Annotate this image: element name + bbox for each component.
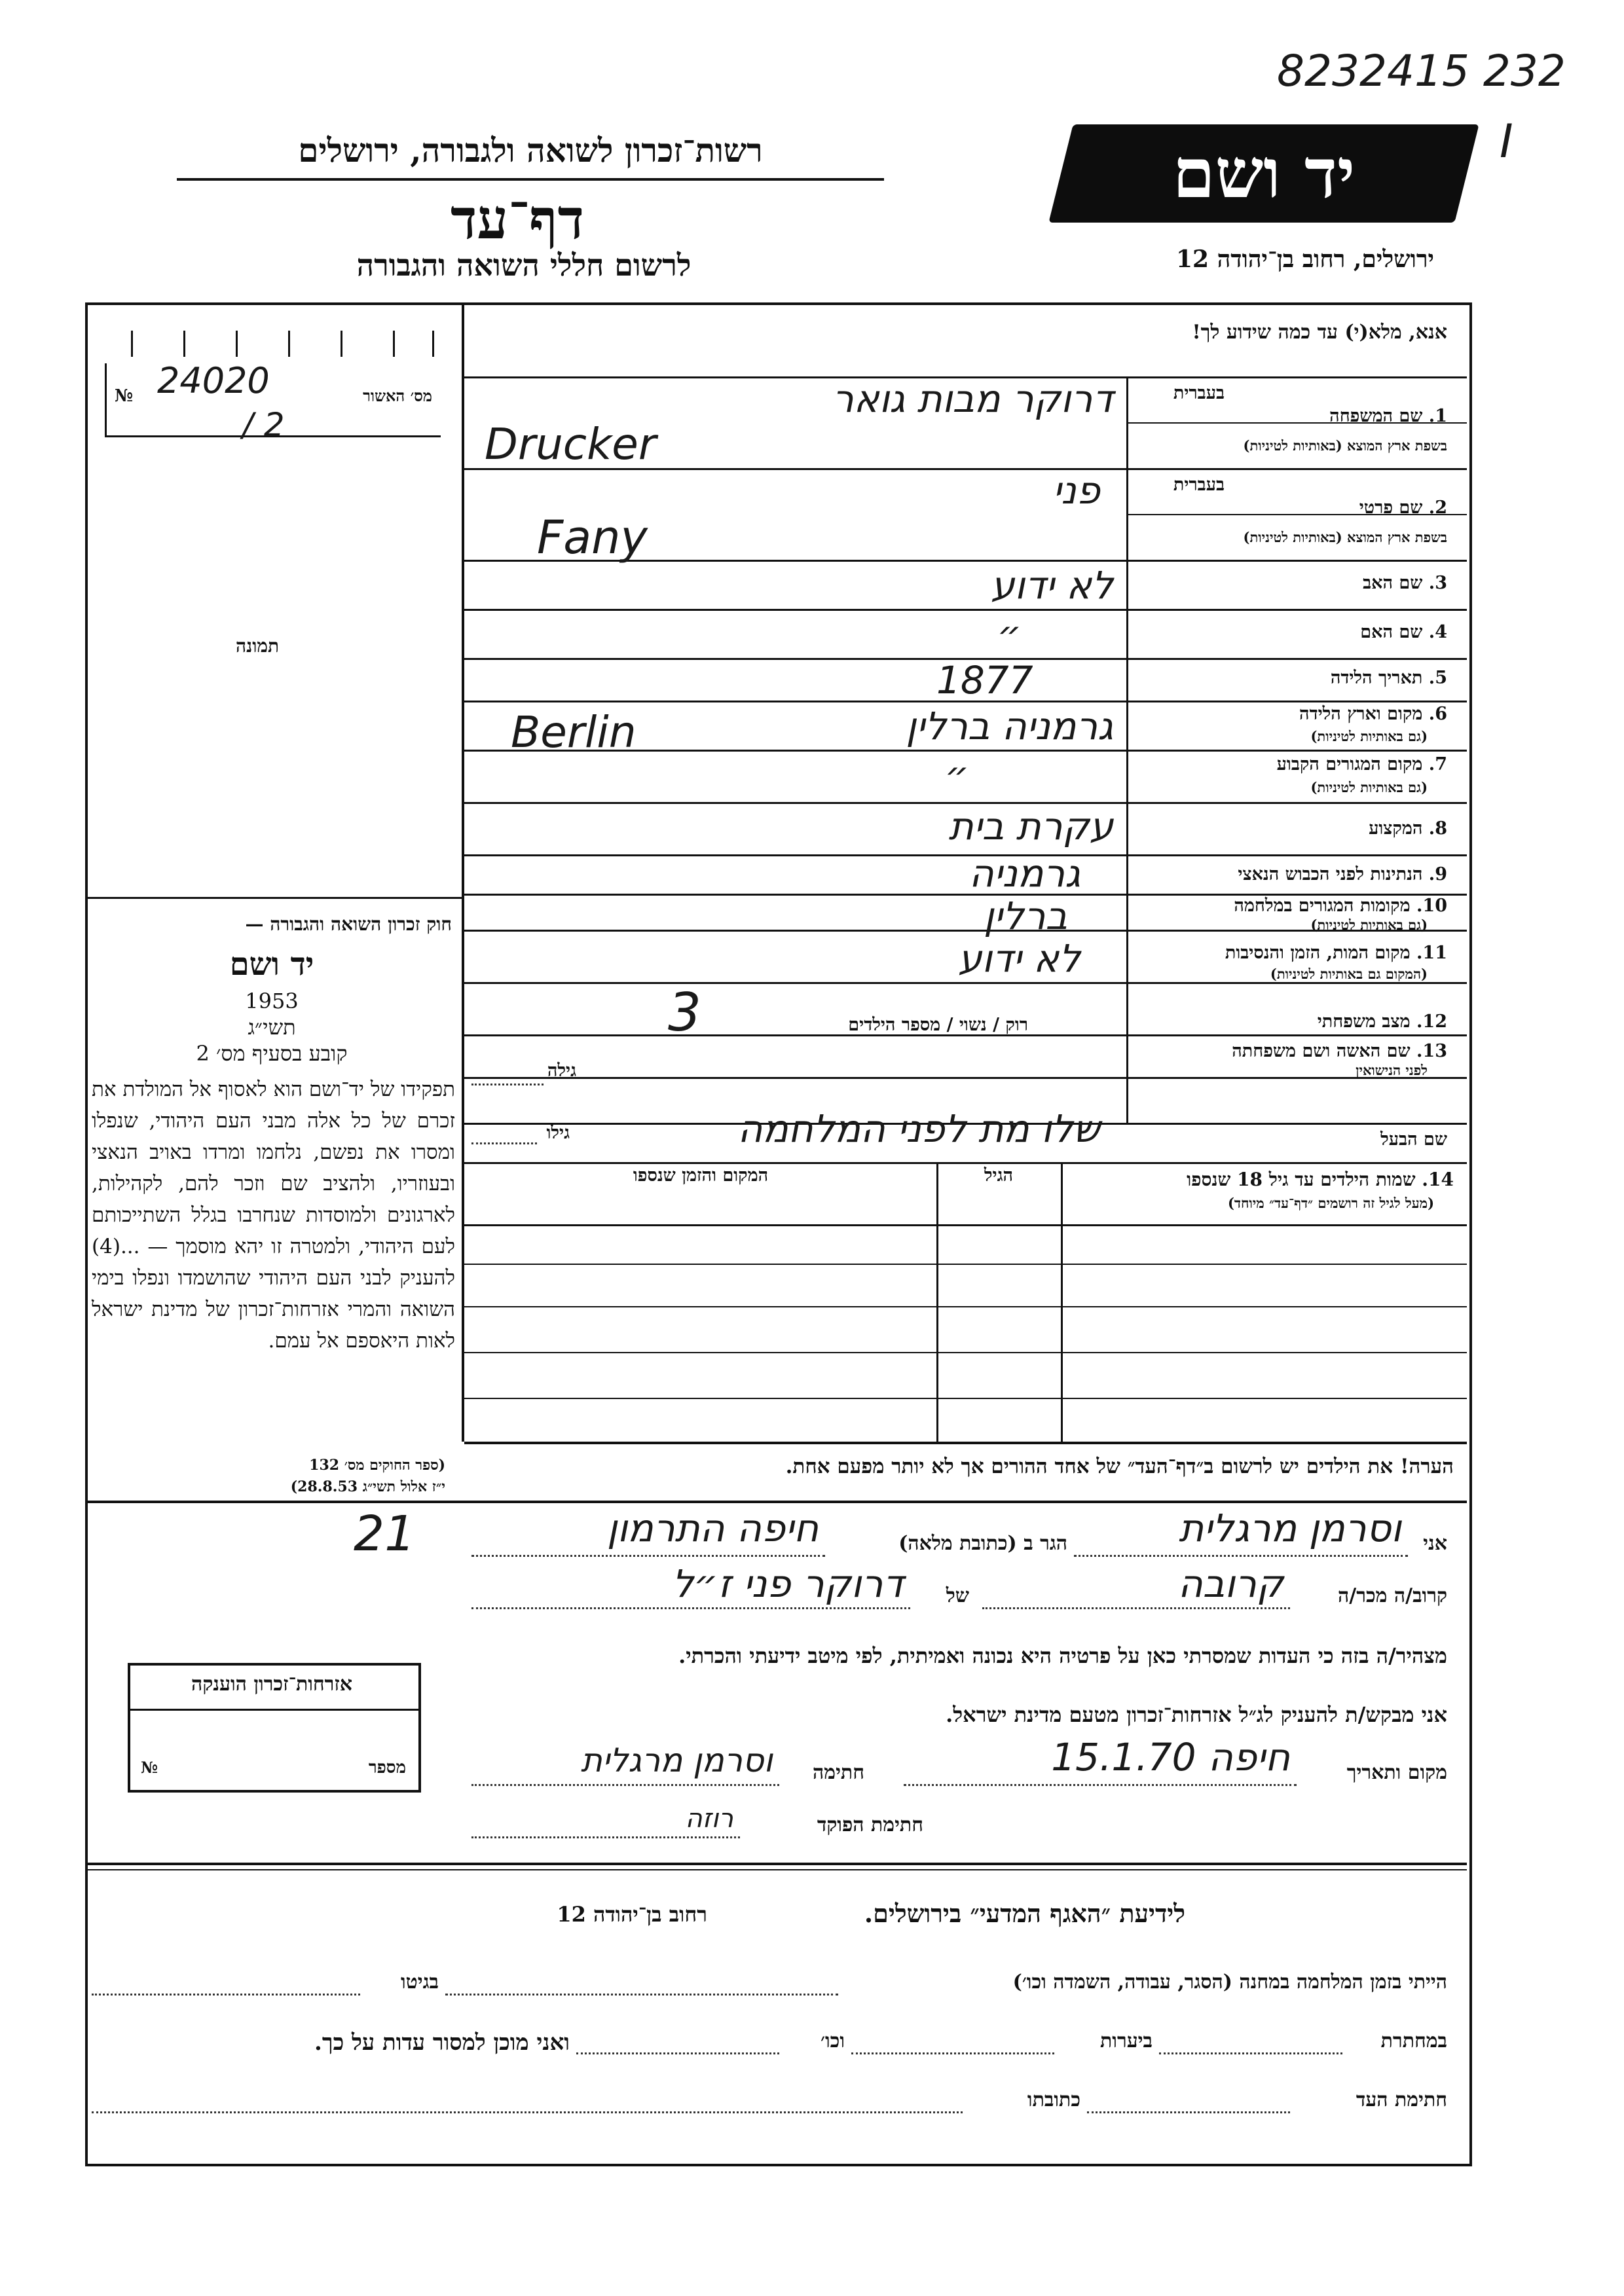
field-12-label: 12. מצב משפחתי <box>1317 1011 1447 1032</box>
footer-ghetto: בגיטו <box>400 1971 439 1994</box>
declarant-address[interactable]: חיפה התרמון <box>606 1506 819 1550</box>
footer-etc: וכו׳ <box>821 2030 845 2052</box>
field-2-side: בעברית <box>1173 475 1225 495</box>
children-col-place: המקום והזמן שנספו <box>633 1165 769 1186</box>
decl-request: אני מבקש/ת להעניק לג״ל אזרחות־זכרון מטעם מדינת ישראל. <box>946 1702 1447 1727</box>
occupation[interactable]: עקרת בית <box>948 804 1113 848</box>
declarant-name[interactable]: וסרמן מרגלית <box>1179 1506 1401 1550</box>
officer-label: חתימת הפוקד <box>817 1813 923 1836</box>
field-3-label: 3. שם האב <box>1363 573 1447 593</box>
law-section: קובע בסעיף מס׳ 2 <box>196 1041 348 1066</box>
form-subtitle: לרשום חללי השואה והגבורה <box>356 247 692 283</box>
authority-title: רשות־זכרון לשואה ולגבורה, ירושלים <box>298 131 763 170</box>
field-13-label: 13. שם האשה ושם משפחתה <box>1232 1041 1447 1061</box>
citizenship-title: אזרחות־זכרון הוענקה <box>191 1673 353 1696</box>
officer-signature[interactable]: רוזה <box>685 1804 733 1834</box>
field-11-label: 11. מקום המות, הזמן והנסיבות <box>1225 943 1447 963</box>
children-count[interactable]: 3 <box>668 982 701 1043</box>
of-label: של <box>946 1584 969 1607</box>
field-5-label: 5. תאריך הלידה <box>1330 668 1447 688</box>
husband-age-label: גילו <box>546 1123 570 1143</box>
place-date[interactable]: חיפה 15.1.70 <box>1051 1735 1290 1779</box>
children-label: 14. שמות הילדים עד גיל 18 שנספו <box>1187 1169 1454 1190</box>
field-1-sub: בשפת ארץ המוצא (באותיות לטיניות) <box>1243 437 1447 454</box>
footer-address: רחוב בן־יהודה 12 <box>557 1902 707 1927</box>
note: הערה! את הילדים יש לרשום ב״דף־העד״ של אחד ההורים אך לא יותר מפעם אחת. <box>785 1455 1454 1478</box>
header-address: ירושלים, רחוב בן־יהודה 12 <box>1175 246 1434 273</box>
field-11-sub: (המקום גם באותיות לטיניות) <box>1270 966 1428 982</box>
footer-line1: הייתי בזמן המלחמה במחנה (הסגר, עבודה, השמדה וכו׳) <box>1012 1971 1447 1994</box>
field-2-sub: בשפת ארץ המוצא (באותיות לטיניות) <box>1243 529 1447 545</box>
relation-label: קרוב/ה מכר/ה <box>1338 1584 1447 1607</box>
field-6-sub: (גם באותיות לטיניות) <box>1310 728 1428 744</box>
law-year: 1953 <box>245 989 299 1013</box>
registration-number: 24020 <box>157 360 270 401</box>
decl-resides: הגר ב (כתובת מלאה) <box>898 1532 1067 1555</box>
decl-statement: מצהיר/ה בזה כי העדות שמסרתי כאן על פרטיה היא נכונה ואמיתית, לפי מיטב ידיעתי והכרתי. <box>678 1643 1447 1668</box>
footer-ready: ואני מוכן למסור עדות על כך. <box>314 2030 570 2056</box>
field-1-label: 1. שם המשפחה <box>1329 406 1447 426</box>
law-year-heb: תשי״ג <box>248 1015 296 1040</box>
archive-roman: I <box>1500 115 1513 168</box>
signature[interactable]: וסרמן מרגלית <box>580 1741 773 1779</box>
husband-label: שם הבעל <box>1380 1129 1447 1150</box>
registration-label: מס׳ האשור <box>363 386 432 405</box>
logo-text: יד ושם <box>1172 133 1356 213</box>
footer-title: לידיעת ״האגף המדעי״ בירושלים. <box>864 1899 1185 1928</box>
footer-address-label: כתובתו <box>1027 2088 1080 2111</box>
relation[interactable]: קרובה <box>1177 1561 1283 1606</box>
birth-place-latin[interactable]: Berlin <box>511 707 637 757</box>
house-number[interactable]: 21 <box>354 1506 416 1562</box>
family-name-latin[interactable]: Drucker <box>485 419 657 469</box>
field-8-label: 8. המקצוע <box>1369 818 1447 839</box>
decl-prefix: אני <box>1423 1532 1447 1555</box>
field-1-side: בעברית <box>1173 383 1225 403</box>
place-date-label: מקום ותאריך <box>1346 1761 1447 1784</box>
mother-name[interactable]: ״ <box>997 612 1022 657</box>
field-13-sub: לפני הנישואין <box>1356 1062 1428 1078</box>
law-body: תפקידו של יד־ושם הוא לאסוף אל המולדת את זכרם של כל אלה מבני העם היהודי, שנפלו ומסרו את נפשם, נלחמו ומרדו באויב הנאצי ובעוזריו, ולהציב שם וזכר להם, לקהילות, לארגונים ולמוסדות שנחרבו בגלל השתייכותם לעם היהודי, ולמטרה זו יהא מוסמך — ...(4) להעניק לבני העם היהודי שהושמדו ונפלו בימי השואה והמרי אזרחות־זכרון של מדינת ישראל לאות היאספם אל עמם. <box>92 1078 455 1353</box>
father-name[interactable]: לא ידוע <box>991 563 1113 608</box>
wife-age-label: גילה <box>547 1061 576 1081</box>
footer-forests: ביערות <box>1099 2030 1153 2052</box>
nationality[interactable]: גרמניה <box>969 851 1080 896</box>
registration-no-mark: № <box>115 386 134 406</box>
signature-label: חתימה <box>813 1761 864 1784</box>
field-2-label: 2. שם פרטי <box>1359 498 1447 518</box>
of-name[interactable]: דרוקר פני ז״ל <box>672 1561 904 1606</box>
instruction: אנא, מלא(י) עד כמה שידוע לך! <box>1192 321 1447 344</box>
footer-witness-sig: חתימת העד <box>1356 2088 1447 2111</box>
law-source-date: י״ז אלול תשי״ג 28.8.53) <box>290 1478 445 1495</box>
citizenship-number-label: מספר <box>368 1758 406 1777</box>
law-source: (ספר החוקים מס׳ 132 <box>309 1457 445 1474</box>
wartime-residence[interactable]: ברלין <box>983 894 1067 938</box>
law-name: יד ושם <box>229 946 314 983</box>
marital-options: רוק / נשוי / מספר הילדים <box>848 1015 1028 1035</box>
field-4-label: 4. שם האם <box>1360 622 1447 642</box>
family-name-hebrew[interactable]: דרוקר מבות גואר <box>832 376 1113 421</box>
first-name-latin[interactable]: Fany <box>537 511 648 564</box>
death-place[interactable]: לא ידוע <box>958 936 1080 981</box>
husband-name[interactable]: שלו מת לפני המלחמה <box>737 1106 1100 1151</box>
field-9-label: 9. הנתינות לפני הכבוש הנאצי <box>1238 864 1447 884</box>
field-10-label: 10. מקומות המגורים במלחמה <box>1234 896 1447 916</box>
children-col-age: הגיל <box>984 1165 1014 1186</box>
law-title: חוק זכרון השואה והגבורה — <box>245 913 452 935</box>
citizenship-no-mark: № <box>141 1758 158 1777</box>
birth-date[interactable]: 1877 <box>936 658 1033 702</box>
field-6-label: 6. מקום וארץ הלידה <box>1299 704 1447 724</box>
yad-vashem-logo <box>1048 124 1479 223</box>
form-title: דף־עד <box>450 187 584 251</box>
field-10-sub: (גם באותיות לטיניות) <box>1310 917 1428 933</box>
children-sub: (מעל לגיל זה רושמים ״דף־עד״ מיוחד) <box>1227 1195 1434 1211</box>
first-name-hebrew[interactable]: פני <box>1052 468 1100 513</box>
field-7-label: 7. מקום המגורים הקבוע <box>1276 754 1447 774</box>
footer-underground: במחתרת <box>1380 2030 1447 2052</box>
field-7-sub: (גם באותיות לטיניות) <box>1310 779 1428 795</box>
archive-number: 8232415 232 <box>1277 46 1566 96</box>
birth-place-hebrew[interactable]: גרמניה ברלין <box>906 704 1113 748</box>
registration-sub: / 2 <box>242 406 285 444</box>
photo-label: תמונה <box>236 635 280 657</box>
permanent-residence[interactable]: ״ <box>944 753 969 797</box>
